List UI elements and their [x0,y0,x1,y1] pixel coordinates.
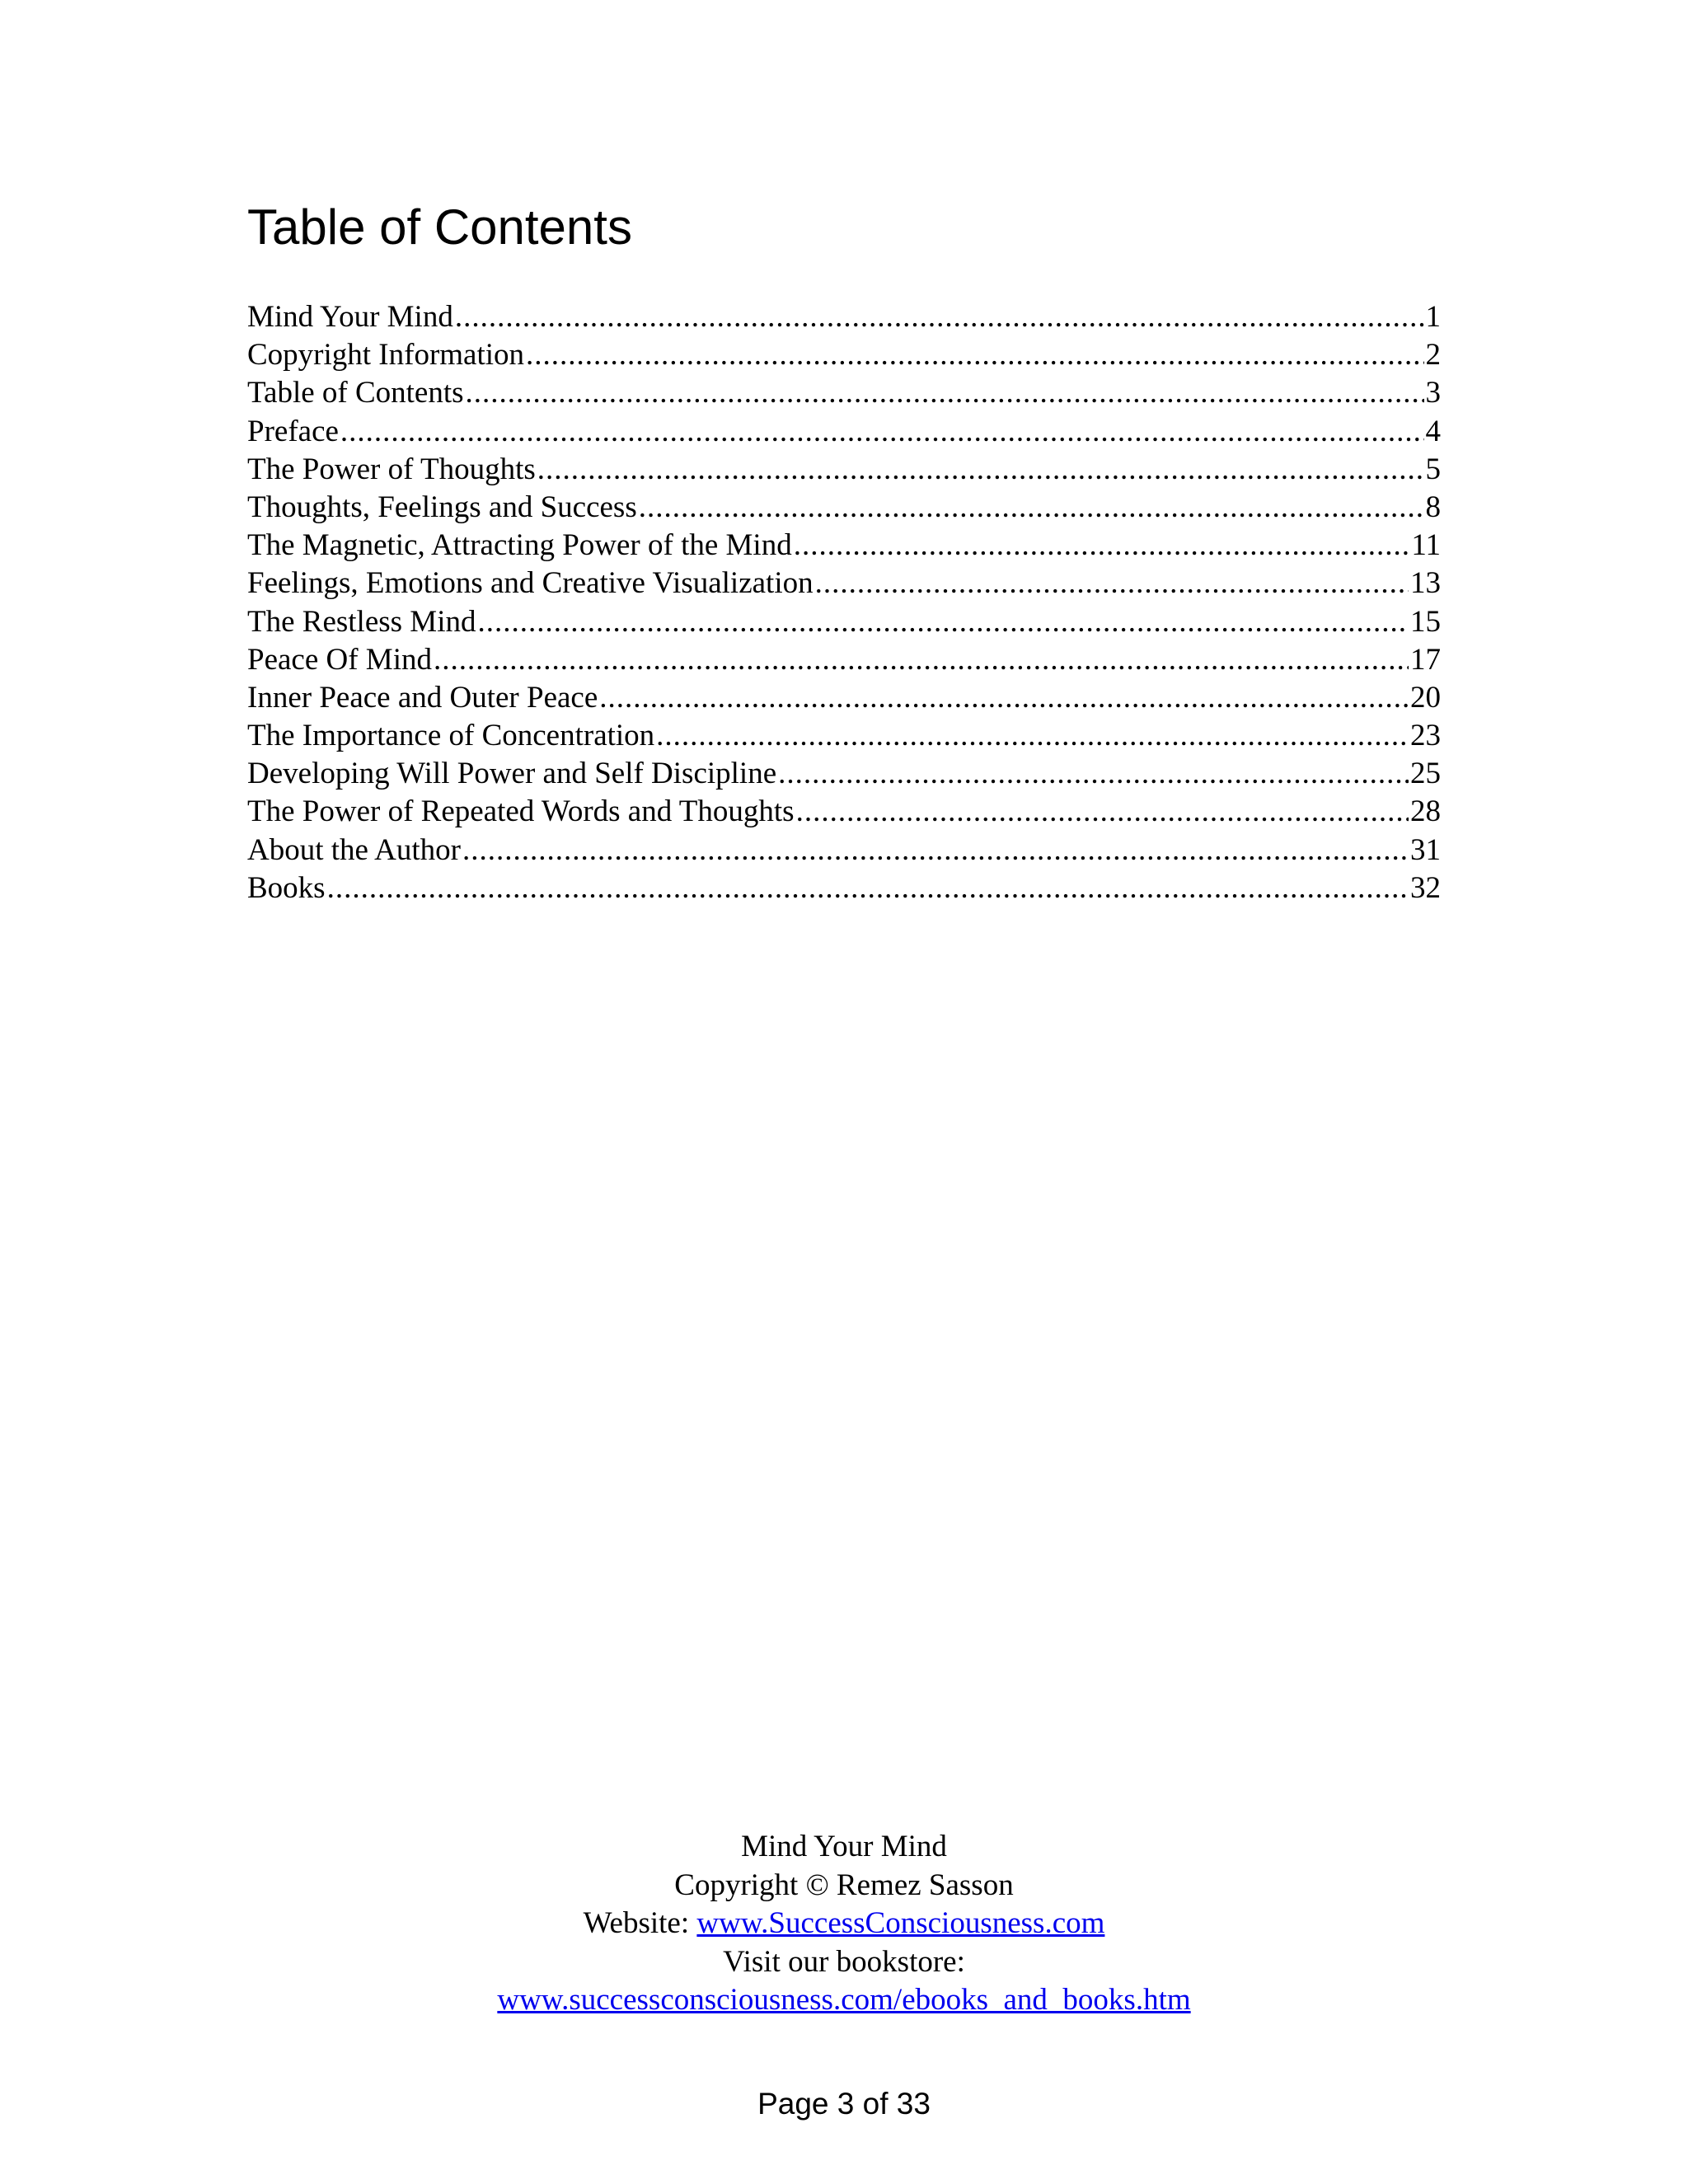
toc-entry-title: The Power of Repeated Words and Thoughts [247,794,795,829]
toc-entry-page: 13 [1410,566,1441,601]
toc-entry-title: About the Author [247,832,461,867]
page-footer [0,1828,1688,2020]
toc-entry-page: 23 [1410,719,1441,753]
toc-dot-leader [455,298,1424,336]
toc-dot-leader [466,374,1424,412]
toc-entry-title: Developing Will Power and Self Discipline [247,757,777,791]
toc-list [247,298,1441,907]
toc-dot-leader [462,832,1409,869]
toc-entry[interactable] [247,489,1441,527]
toc-entry-title: The Power of Thoughts [247,452,536,486]
toc-entry-title: The Magnetic, Attracting Power of the Mind [247,528,792,563]
footer-website-label: Website: [583,1906,697,1940]
page-title: Table of Contents [247,199,632,255]
toc-dot-leader [656,717,1409,755]
toc-entry-title: The Restless Mind [247,604,476,639]
toc-dot-leader [796,793,1409,831]
toc-entry-page: 28 [1410,794,1441,829]
toc-entry[interactable] [247,451,1441,489]
page-number: Page 3 of 33 [757,2087,931,2121]
toc-entry-title: Copyright Information [247,338,525,373]
toc-dot-leader [599,679,1409,717]
toc-dot-leader [778,755,1409,793]
toc-entry[interactable] [247,717,1441,755]
toc-entry[interactable] [247,869,1441,907]
footer-website-line [0,1905,1688,1943]
toc-entry[interactable] [247,755,1441,793]
toc-entry-page: 25 [1410,757,1441,791]
toc-dot-leader [477,603,1409,641]
toc-entry[interactable] [247,793,1441,831]
toc-entry-title: Books [247,870,326,905]
toc-entry-page: 20 [1410,680,1441,715]
footer-bookstore-label: Visit our bookstore: [723,1944,965,1979]
toc-dot-leader [327,869,1409,907]
toc-entry-page: 5 [1425,452,1441,486]
toc-entry[interactable] [247,603,1441,641]
toc-entry-page: 15 [1410,604,1441,639]
toc-entry[interactable] [247,679,1441,717]
toc-dot-leader [639,489,1424,527]
footer-book-title: Mind Your Mind [741,1830,947,1863]
toc-entry-page: 1 [1425,300,1441,334]
toc-entry-title: Thoughts, Feelings and Success [247,490,637,524]
toc-entry[interactable] [247,413,1441,451]
toc-dot-leader [340,413,1424,451]
toc-entry-page: 17 [1410,642,1441,677]
toc-entry-page: 31 [1410,832,1441,867]
toc-entry-title: Feelings, Emotions and Creative Visualization [247,566,814,601]
toc-entry-title: Mind Your Mind [247,300,453,334]
toc-entry-page: 3 [1425,376,1441,410]
toc-entry-title: The Importance of Concentration [247,719,655,753]
footer-copyright: Copyright © Remez Sasson [674,1868,1014,1902]
toc-entry-page: 4 [1425,414,1441,448]
toc-entry-title: Table of Contents [247,376,464,410]
website-link[interactable]: www.SuccessConsciousness.com [696,1906,1105,1940]
toc-entry[interactable] [247,641,1441,679]
toc-entry-page: 8 [1425,490,1441,524]
toc-entry[interactable] [247,336,1441,374]
toc-entry[interactable] [247,565,1441,602]
toc-dot-leader [537,451,1424,489]
bookstore-link[interactable]: www.successconsciousness.com/ebooks_and_books.htm [497,1983,1191,2017]
toc-entry-page: 32 [1410,870,1441,905]
toc-entry-title: Inner Peace and Outer Peace [247,680,598,715]
toc-dot-leader [434,641,1409,679]
toc-entry-title: Preface [247,414,339,448]
toc-entry[interactable] [247,374,1441,412]
toc-entry-page: 2 [1425,338,1441,373]
toc-dot-leader [526,336,1423,374]
toc-entry-title: Peace Of Mind [247,642,432,677]
footer-bookstore-line [0,1981,1688,2020]
toc-entry[interactable] [247,527,1441,565]
toc-entry[interactable] [247,832,1441,869]
toc-dot-leader [815,565,1409,602]
toc-entry[interactable] [247,298,1441,336]
toc-entry-page: 11 [1411,528,1441,563]
toc-dot-leader [794,527,1410,565]
